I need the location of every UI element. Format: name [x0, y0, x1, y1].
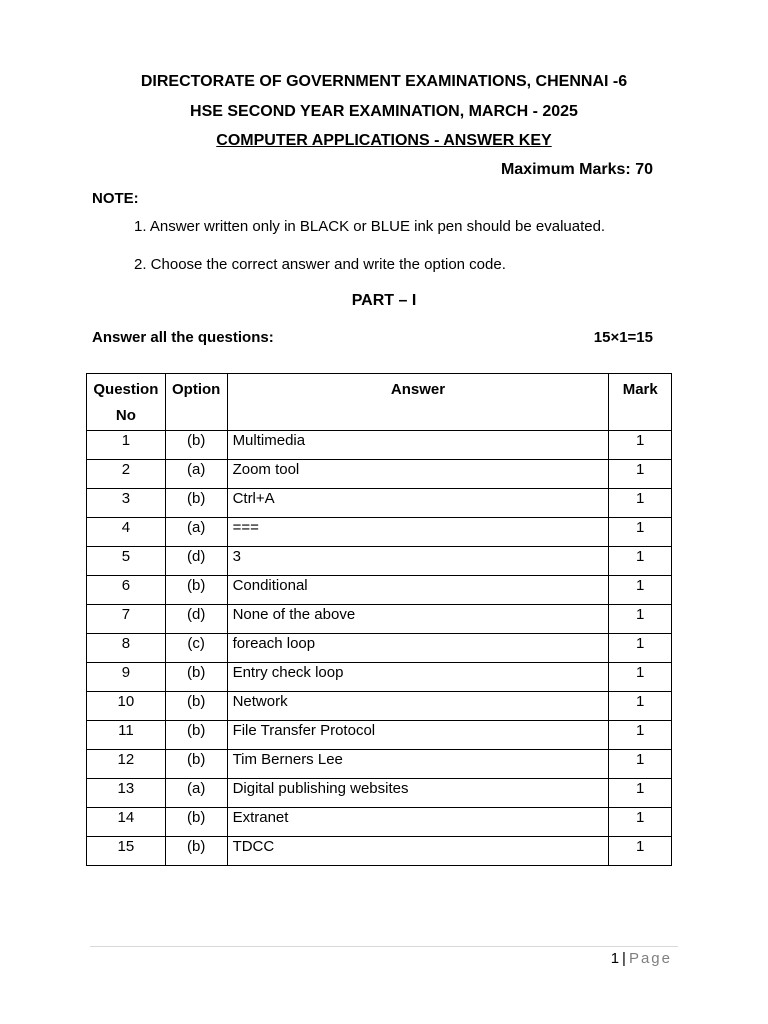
- question-number-cell: 15: [87, 837, 166, 866]
- option-cell: (b): [165, 750, 227, 779]
- answer-cell: Extranet: [227, 808, 609, 837]
- question-number-cell: 7: [87, 605, 166, 634]
- option-cell: (b): [165, 692, 227, 721]
- table-row: [87, 605, 672, 634]
- maximum-marks: Maximum Marks: 70: [500, 161, 653, 178]
- footer-divider: [90, 946, 678, 947]
- note-item-2: 2. Choose the correct answer and write the option code.: [134, 256, 506, 273]
- option-cell: (d): [165, 547, 227, 576]
- page-footer: [611, 949, 672, 969]
- answer-cell: foreach loop: [227, 634, 609, 663]
- answer-cell: File Transfer Protocol: [227, 721, 609, 750]
- option-cell: (b): [165, 576, 227, 605]
- page-separator: |: [622, 950, 626, 967]
- answer-key-table: [86, 373, 672, 866]
- option-cell: (b): [165, 721, 227, 750]
- mark-cell: 1: [609, 576, 672, 605]
- table-row: [87, 547, 672, 576]
- option-cell: (b): [165, 663, 227, 692]
- header-option: Option: [165, 374, 227, 431]
- answer-cell: TDCC: [227, 837, 609, 866]
- question-number-cell: 14: [87, 808, 166, 837]
- question-number-cell: 10: [87, 692, 166, 721]
- option-cell: (b): [165, 837, 227, 866]
- table-row: [87, 489, 672, 518]
- mark-cell: 1: [609, 750, 672, 779]
- mark-cell: 1: [609, 547, 672, 576]
- marks-formula: 15×1=15: [593, 329, 653, 346]
- mark-cell: 1: [609, 721, 672, 750]
- part-instruction: Answer all the questions:: [92, 329, 274, 346]
- option-cell: (d): [165, 605, 227, 634]
- page-number: 1: [610, 950, 620, 967]
- question-number-cell: 5: [87, 547, 166, 576]
- mark-cell: 1: [609, 808, 672, 837]
- question-number-cell: 3: [87, 489, 166, 518]
- table-row: [87, 460, 672, 489]
- table-row: [87, 431, 672, 460]
- question-number-cell: 2: [87, 460, 166, 489]
- header-directorate: DIRECTORATE OF GOVERNMENT EXAMINATIONS, CHENNAI -6: [140, 73, 628, 90]
- answer-cell: Tim Berners Lee: [227, 750, 609, 779]
- note-item-1: 1. Answer written only in BLACK or BLUE ink pen should be evaluated.: [134, 218, 606, 235]
- option-cell: (b): [165, 808, 227, 837]
- table-row: [87, 692, 672, 721]
- mark-cell: 1: [609, 692, 672, 721]
- option-cell: (a): [165, 460, 227, 489]
- header-exam-title: HSE SECOND YEAR EXAMINATION, MARCH - 2025: [190, 103, 578, 120]
- page-label: Page: [628, 950, 672, 967]
- mark-cell: 1: [609, 779, 672, 808]
- mark-cell: 1: [609, 489, 672, 518]
- mark-cell: 1: [609, 518, 672, 547]
- answer-cell: None of the above: [227, 605, 609, 634]
- mark-cell: 1: [609, 431, 672, 460]
- header-subject: [0, 131, 768, 151]
- header-answer: Answer: [227, 374, 609, 431]
- option-cell: (b): [165, 489, 227, 518]
- table-row: [87, 779, 672, 808]
- question-number-cell: 9: [87, 663, 166, 692]
- mark-cell: 1: [609, 605, 672, 634]
- question-number-cell: 11: [87, 721, 166, 750]
- table-row: [87, 663, 672, 692]
- answer-cell: Multimedia: [227, 431, 609, 460]
- table-header-row: [87, 374, 672, 431]
- header-subject-text: COMPUTER APPLICATIONS - ANSWER KEY: [216, 132, 552, 149]
- header-mark: Mark: [609, 374, 672, 431]
- option-cell: (c): [165, 634, 227, 663]
- option-cell: (b): [165, 431, 227, 460]
- answer-cell: 3: [227, 547, 609, 576]
- question-number-cell: 1: [87, 431, 166, 460]
- answer-cell: ===: [227, 518, 609, 547]
- table-row: [87, 576, 672, 605]
- table-row: [87, 750, 672, 779]
- mark-cell: 1: [609, 460, 672, 489]
- answer-cell: Ctrl+A: [227, 489, 609, 518]
- mark-cell: 1: [609, 663, 672, 692]
- question-number-cell: 8: [87, 634, 166, 663]
- table-row: [87, 721, 672, 750]
- note-label: NOTE:: [92, 190, 139, 207]
- header-question-no: Question No: [87, 374, 166, 431]
- mark-cell: 1: [609, 634, 672, 663]
- option-cell: (a): [165, 518, 227, 547]
- question-number-cell: 12: [87, 750, 166, 779]
- answer-cell: Zoom tool: [227, 460, 609, 489]
- part-title: PART – I: [351, 292, 417, 309]
- table-row: [87, 837, 672, 866]
- table-row: [87, 518, 672, 547]
- answer-cell: Network: [227, 692, 609, 721]
- table-row: [87, 634, 672, 663]
- question-number-cell: 4: [87, 518, 166, 547]
- question-number-cell: 6: [87, 576, 166, 605]
- question-number-cell: 13: [87, 779, 166, 808]
- option-cell: (a): [165, 779, 227, 808]
- answer-cell: Entry check loop: [227, 663, 609, 692]
- answer-cell: Conditional: [227, 576, 609, 605]
- table-row: [87, 808, 672, 837]
- answer-cell: Digital publishing websites: [227, 779, 609, 808]
- mark-cell: 1: [609, 837, 672, 866]
